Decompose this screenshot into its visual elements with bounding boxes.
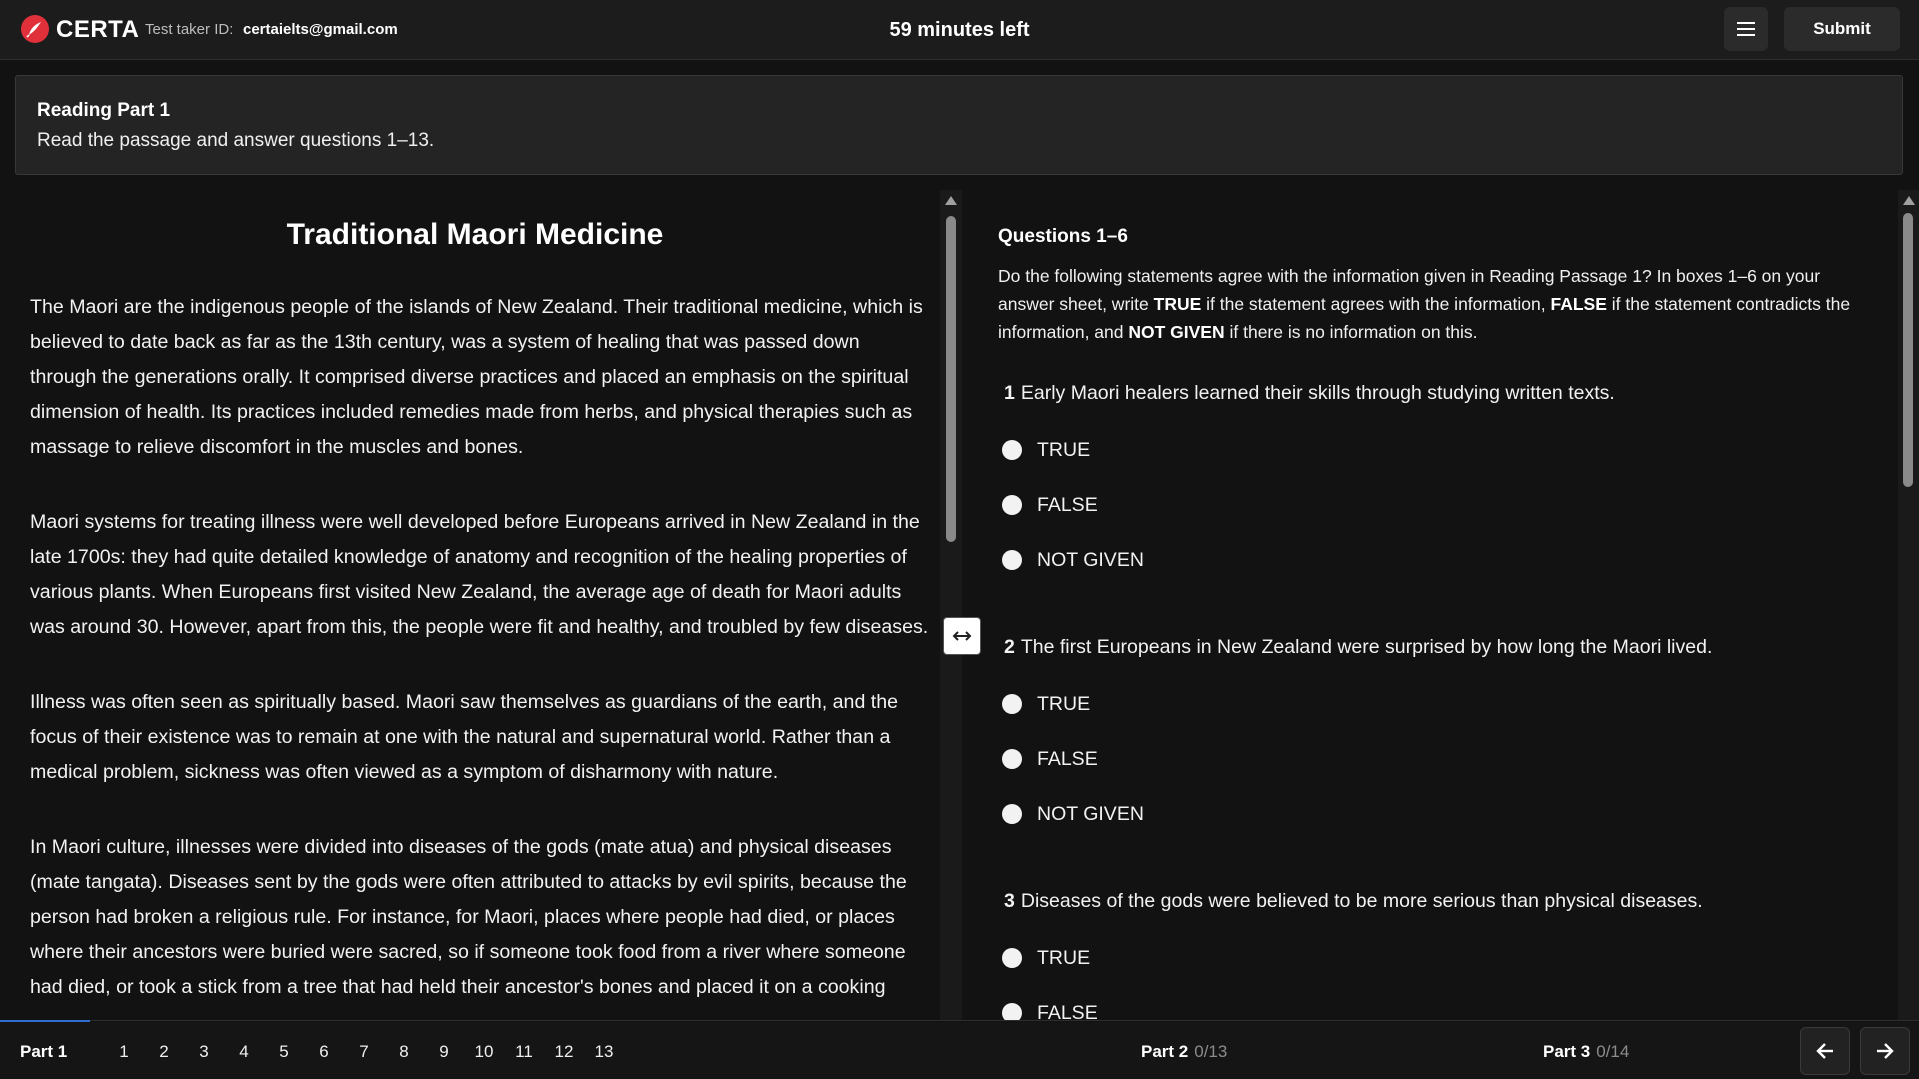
radio-button[interactable]: [1002, 550, 1022, 570]
part-2-tab[interactable]: [1141, 1042, 1227, 1062]
bottom-navigation: [0, 1022, 1919, 1079]
test-taker-email: certaielts@gmail.com: [243, 21, 398, 38]
time-remaining: 59 minutes left: [889, 19, 1030, 41]
radio-button[interactable]: [1002, 1003, 1022, 1020]
question-nav-8[interactable]: 8: [399, 1042, 409, 1061]
passage-paragraph: Illness was often seen as spiritually based. Maori saw themselves as guardians of the earth, and the focus of their existence was to remain at one with the natural and supernatural world. Rather than a medical problem, sickness was often viewed as a symptom of disharmony with nature.: [30, 691, 899, 783]
option-label: TRUE: [1037, 946, 1091, 969]
part-3-tab[interactable]: [1543, 1042, 1629, 1062]
instructions-banner: [15, 75, 1903, 175]
q2-option-false[interactable]: [1002, 746, 1098, 772]
question-number-list: [104, 1042, 624, 1062]
question-2: [1004, 636, 1884, 659]
radio-button[interactable]: [1002, 694, 1022, 714]
part-title: Reading Part 1: [37, 100, 171, 121]
brand-name: CERTA: [56, 16, 140, 43]
passage-title: Traditional Maori Medicine: [286, 218, 664, 251]
question-1: [1004, 382, 1884, 405]
questions-scroll-thumb[interactable]: [1903, 213, 1913, 487]
submit-button[interactable]: Submit: [1784, 7, 1900, 51]
question-text: [1004, 382, 1884, 405]
question-number: 3: [1004, 890, 1015, 912]
option-label: FALSE: [1037, 747, 1098, 770]
question-nav-10[interactable]: 10: [474, 1042, 494, 1061]
question-nav-3[interactable]: 3: [199, 1042, 209, 1061]
question-nav-13[interactable]: 13: [594, 1042, 614, 1061]
scroll-up-arrow-icon[interactable]: [945, 196, 957, 205]
q1-option-not-given[interactable]: [1002, 547, 1144, 573]
q2-option-not-given[interactable]: [1002, 801, 1144, 827]
option-label: FALSE: [1037, 1001, 1098, 1020]
question-nav-9[interactable]: 9: [439, 1042, 449, 1061]
scroll-up-arrow-icon[interactable]: [1903, 196, 1915, 205]
question-statement: Early Maori healers learned their skills through studying written texts.: [1020, 382, 1615, 404]
passage-paragraph: In Maori culture, illnesses were divided into diseases of the gods (mate atua) and physical diseases (mate tangata). Diseases sent by the gods were often attributed to attacks by evil spirits, because the person had broken a religious rule. For instance, for Maori, places where people had died, or places where their ancestors were buried were sacred, so if someone took food from a river where someone had died, or took a stick from a tree that had held their ancestor's bones and placed it on a cooking: [30, 836, 907, 998]
question-text: [1004, 890, 1884, 913]
instruction-keyword: TRUE: [1153, 294, 1202, 314]
question-nav-1[interactable]: 1: [119, 1042, 129, 1061]
question-number: 2: [1004, 636, 1015, 658]
passage-paragraph: Maori systems for treating illness were well developed before Europeans arrived in New Zealand in the late 1700s: they had quite detailed knowledge of anatomy and recognition of the healing properties of various plants. When Europeans first visited New Zealand, the average age of death for Maori adults was around 30. However, apart from this, the people were fit and healthy, and troubled by few diseases.: [30, 511, 929, 638]
question-nav-4[interactable]: 4: [239, 1042, 249, 1061]
question-nav-11[interactable]: 11: [515, 1042, 533, 1061]
radio-button[interactable]: [1002, 749, 1022, 769]
part-2-count: 0/13: [1194, 1042, 1228, 1061]
instruction-text: if the statement contradicts the information, and: [998, 294, 1851, 342]
question-number: 1: [1004, 382, 1015, 404]
next-button[interactable]: [1860, 1027, 1910, 1075]
question-nav-12[interactable]: 12: [554, 1042, 574, 1061]
q3-option-true[interactable]: [1002, 945, 1090, 971]
question-nav-2[interactable]: 2: [159, 1042, 169, 1061]
passage-paragraph: The Maori are the indigenous people of the islands of New Zealand. Their traditional medicine, which is believed to date back as far as the 13th century, was a system of healing that was passed down through the generations orally. It comprised diverse practices and placed an emphasis on the spiritual dimension of health. Its practices included remedies made from herbs, and physical therapies such as massage to relieve discomfort in the muscles and bones.: [30, 296, 923, 458]
question-statement: The first Europeans in New Zealand were surprised by how long the Maori lived.: [1020, 636, 1713, 658]
instruction-keyword: FALSE: [1550, 294, 1607, 314]
questions-heading: Questions 1–6: [998, 226, 1128, 247]
option-label: NOT GIVEN: [1037, 548, 1144, 571]
arrow-left-icon: [1815, 1042, 1835, 1060]
option-label: FALSE: [1037, 493, 1098, 516]
question-nav-7[interactable]: 7: [359, 1042, 369, 1061]
option-label: TRUE: [1037, 438, 1091, 461]
instruction-text: if the statement agrees with the information,: [1201, 294, 1551, 314]
passage-scroll-thumb[interactable]: [946, 216, 956, 542]
question-text: [1004, 636, 1884, 659]
radio-button[interactable]: [1002, 495, 1022, 515]
instruction-text: Do the following statements agree with the information given in Reading Passage 1? In boxes 1–6 on your answer sheet, write: [998, 266, 1821, 314]
resize-arrows-icon: [951, 630, 973, 642]
passage-scrollbar[interactable]: [940, 190, 962, 1020]
question-nav-6[interactable]: 6: [319, 1042, 329, 1061]
questions-pane[interactable]: [998, 190, 1888, 1020]
pane-resize-handle[interactable]: [943, 617, 981, 655]
radio-button[interactable]: [1002, 804, 1022, 824]
part-instructions: Read the passage and answer questions 1–13.: [37, 130, 435, 151]
option-label: TRUE: [1037, 692, 1091, 715]
section-progress-line: [0, 1020, 1919, 1021]
q2-option-true[interactable]: [1002, 691, 1090, 717]
q3-option-false[interactable]: [1002, 1000, 1098, 1020]
question-3: [1004, 890, 1884, 913]
part-3-count: 0/14: [1596, 1042, 1630, 1061]
test-taker-label: Test taker ID:: [145, 21, 234, 38]
part-3-label: Part 3: [1543, 1042, 1591, 1061]
question-nav-5[interactable]: 5: [279, 1042, 289, 1061]
q1-option-false[interactable]: [1002, 492, 1098, 518]
menu-button[interactable]: [1724, 7, 1768, 51]
radio-button[interactable]: [1002, 440, 1022, 460]
part-2-label: Part 2: [1141, 1042, 1189, 1061]
radio-button[interactable]: [1002, 948, 1022, 968]
instruction-text: if there is no information on this.: [1224, 322, 1478, 342]
part-1-label[interactable]: Part 1: [20, 1042, 68, 1061]
top-bar: [0, 0, 1919, 60]
certa-logo-icon: [20, 14, 50, 44]
questions-instructions: [998, 262, 1878, 346]
questions-scrollbar[interactable]: [1898, 190, 1919, 1020]
option-label: NOT GIVEN: [1037, 802, 1144, 825]
reading-passage-pane[interactable]: [0, 190, 940, 1020]
arrow-right-icon: [1875, 1042, 1895, 1060]
hamburger-menu-icon: [1736, 21, 1756, 37]
question-statement: Diseases of the gods were believed to be more serious than physical diseases.: [1020, 890, 1703, 912]
passage-body: [30, 290, 930, 1020]
q1-option-true[interactable]: [1002, 437, 1090, 463]
instruction-keyword: NOT GIVEN: [1128, 322, 1225, 342]
previous-button[interactable]: [1800, 1027, 1850, 1075]
